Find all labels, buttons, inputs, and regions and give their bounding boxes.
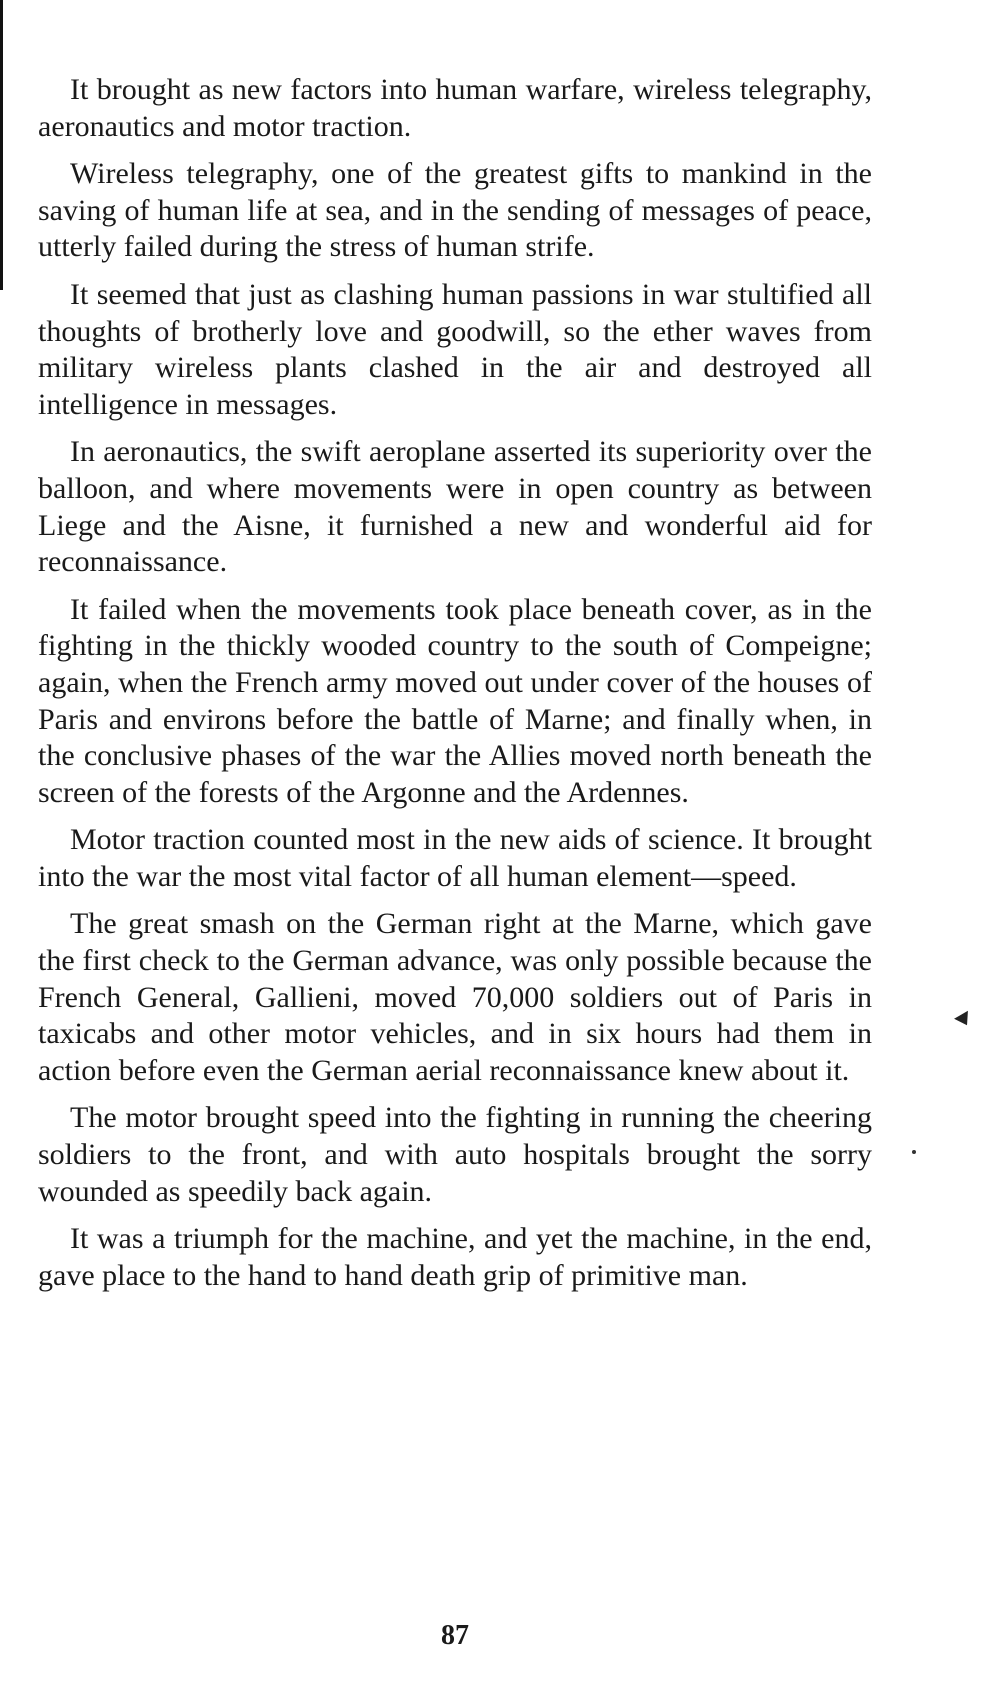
paragraph-3: It seemed that just as clashing human passions in war stultified all thoughts of brotherly love and goodwill, so the ether waves from military wireless plants clashed in the air and destroyed all intelligence in messages. bbox=[38, 277, 872, 421]
paragraph-8: The motor brought speed into the fighting in running the cheering soldiers to the front, and with auto hospitals brought the sorry wounded as speedily back again. bbox=[38, 1101, 872, 1208]
page-body bbox=[38, 72, 872, 1305]
page-number: 87 bbox=[441, 1620, 469, 1651]
margin-mark-icon bbox=[954, 1011, 974, 1029]
margin-dot-icon bbox=[912, 1150, 916, 1154]
paragraph-2: Wireless telegraphy, one of the greatest gifts to mankind in the saving of human life at sea, and in the sending of messages of peace, utterly failed during the stress of human strife. bbox=[38, 157, 872, 264]
paragraph-5: It failed when the movements took place beneath cover, as in the fighting in the thickly wooded country to the south of Compeigne; again, when the French army moved out under cover of the houses of Paris and environs before the battle of Marne; and finally when, in the conclusive phases of the war the Allies moved north beneath the screen of the forests of the Argonne and the Ardennes. bbox=[38, 592, 872, 809]
margin-rule bbox=[0, 0, 3, 290]
paragraph-7: The great smash on the German right at the Marne, which gave the first check to the German advance, was only possible because the French General, Gallieni, moved 70,000 soldiers out of Paris in taxicabs and other motor vehicles, and in six hours had them in action before even the German aerial reconnaissance knew about it. bbox=[38, 907, 872, 1087]
paragraph-6: Motor traction counted most in the new aids of science. It brought into the war the most vital factor of all human element—speed. bbox=[38, 823, 872, 893]
paragraph-9: It was a triumph for the machine, and yet the machine, in the end, gave place to the hand to hand death grip of primitive man. bbox=[38, 1222, 872, 1292]
paragraph-1: It brought as new factors into human warfare, wireless telegraphy, aeronautics and motor traction. bbox=[38, 73, 872, 143]
paragraph-4: In aeronautics, the swift aeroplane asserted its superiority over the balloon, and where movements were in open country as between Liege and the Aisne, it furnished a new and wonderful aid for reconnaissance. bbox=[38, 435, 872, 579]
